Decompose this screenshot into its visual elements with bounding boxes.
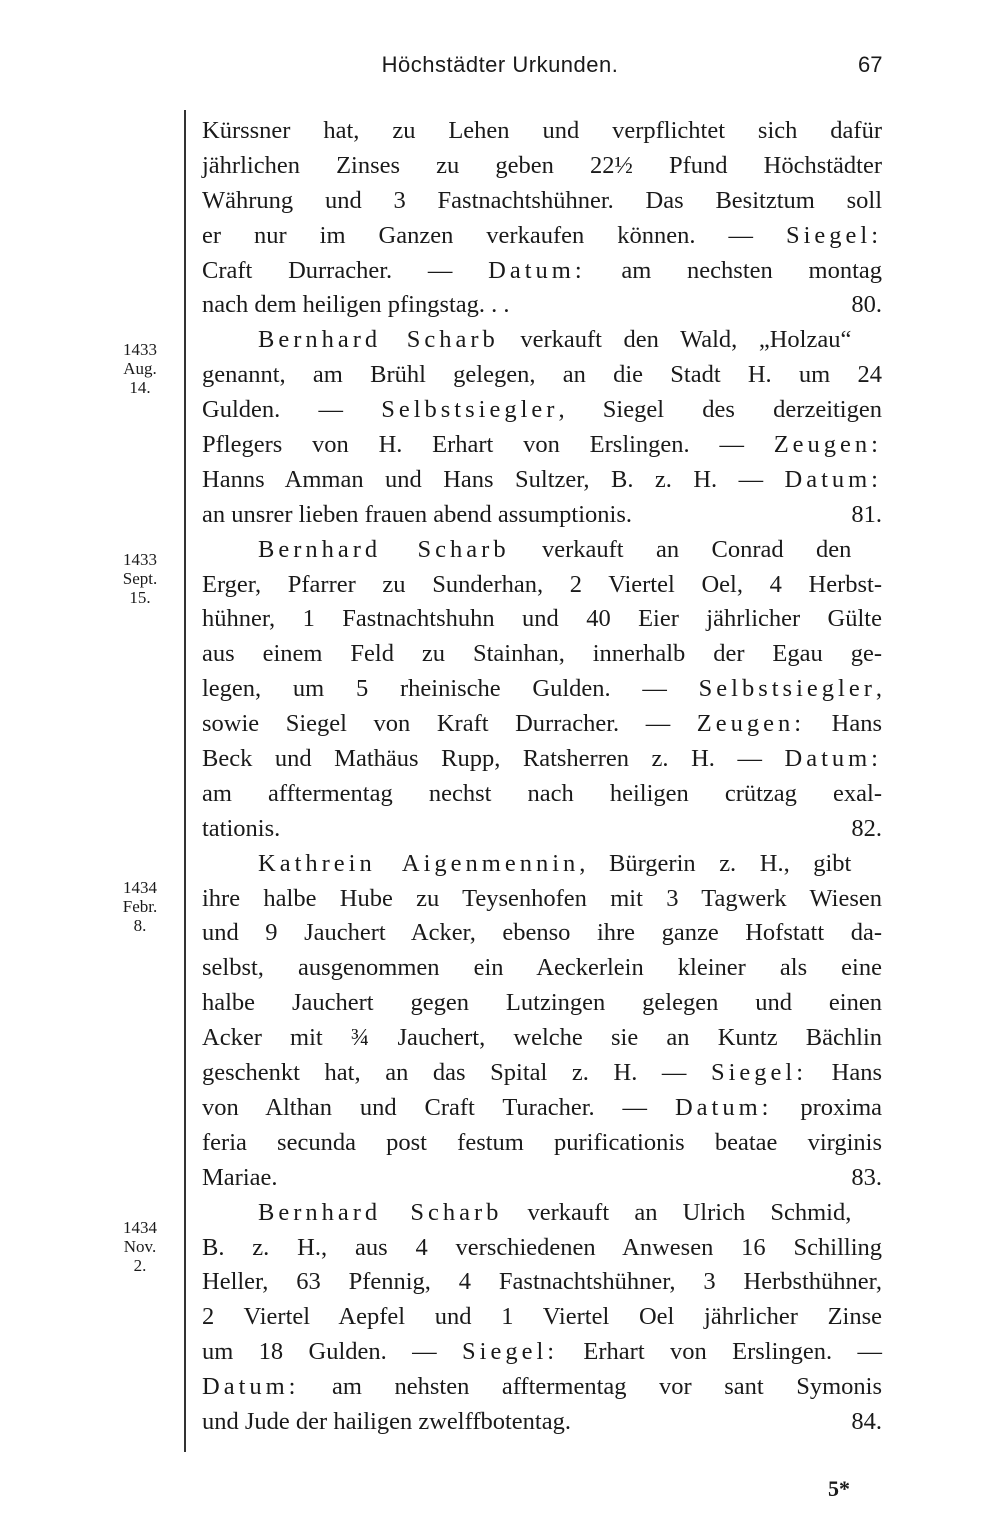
text-line: Kürssner hat, zu Lehen und verpflichtet sich dafür bbox=[202, 117, 882, 144]
text-line: aus einem Feld zu Stainhan, innerhalb der Egau ge- bbox=[202, 640, 882, 668]
text-line: von Althan und Craft Turacher. — Datum: proxima bbox=[202, 1093, 882, 1121]
text-line: er nur im Ganzen verkaufen können. — Siegel: bbox=[202, 221, 882, 249]
text-line: Erger, Pfarrer zu Sunderhan, 2 Viertel Oel, 4 Herbst- bbox=[202, 570, 882, 598]
margin-date-day: 15. bbox=[129, 588, 151, 607]
text-line: Kathrein Aigenmennin, Bürgerin z. H., gibt bbox=[258, 849, 852, 877]
text-line: Hanns Amman und Hans Sultzer, B. z. H. — Datum: bbox=[202, 465, 882, 493]
text-line: nach dem heiligen pfingstag. . . 80. bbox=[202, 288, 882, 323]
text-line: Gulden. — Selbstsiegler, Siegel des derzeitigen bbox=[202, 396, 882, 424]
text-line: und 9 Jauchert Acker, ebenso ihre ganze Hofstatt da- bbox=[202, 919, 882, 947]
entry-number: 83. bbox=[851, 1163, 882, 1191]
margin-date-year: 1433 bbox=[123, 340, 157, 359]
margin-date-day: 8. bbox=[133, 916, 147, 935]
text-line: Pflegers von H. Erhart von Erslingen. — Zeugen: bbox=[202, 431, 882, 459]
text-line: hühner, 1 Fastnachtshuhn und 40 Eier jährlicher Gülte bbox=[202, 605, 882, 633]
margin-date-year: 1434 bbox=[123, 878, 157, 897]
margin-date-month: Sept. bbox=[122, 569, 158, 588]
margin-date bbox=[108, 878, 172, 935]
margin-date bbox=[108, 550, 172, 607]
text-line: tationis. 82. bbox=[202, 812, 882, 847]
text-line: legen, um 5 rheinische Gulden. — Selbstsiegler, bbox=[202, 675, 882, 703]
text-line: genannt, am Brühl gelegen, an die Stadt H. um 24 bbox=[202, 361, 882, 389]
text-line: jährlichen Zinses zu geben 22½ Pfund Höchstädter bbox=[202, 151, 882, 179]
text-line: feria secunda post festum purificationis beatae virginis bbox=[202, 1128, 882, 1156]
margin-date-month: Febr. bbox=[122, 897, 158, 916]
text-line: ihre halbe Hube zu Teysenhofen mit 3 Tagwerk Wiesen bbox=[202, 884, 882, 912]
text-line: um 18 Gulden. — Siegel: Erhart von Erslingen. — bbox=[202, 1338, 882, 1366]
text-line: Bernhard Scharb verkauft an Ulrich Schmid, bbox=[258, 1198, 852, 1226]
text-line: Craft Durracher. — Datum: am nechsten montag bbox=[202, 256, 883, 284]
text-line: Heller, 63 Pfennig, 4 Fastnachtshühner, 3 Herbsthühner, bbox=[202, 1268, 882, 1296]
margin-date-year: 1433 bbox=[123, 550, 157, 569]
entry-number: 82. bbox=[851, 814, 882, 842]
text-line: und Jude der hailigen zwelffbotentag. 84. bbox=[202, 1405, 882, 1440]
body-text bbox=[202, 114, 882, 1440]
margin-date-year: 1434 bbox=[123, 1218, 157, 1237]
entry-number: 81. bbox=[851, 500, 882, 528]
margin-date-month: Nov. bbox=[123, 1237, 157, 1256]
margin-date bbox=[108, 340, 172, 397]
text-line: geschenkt hat, an das Spital z. H. — Siegel: Hans bbox=[202, 1059, 882, 1087]
text-line: am afftermentag nechst nach heiligen crützag exal- bbox=[202, 779, 882, 807]
text-line: 2 Viertel Aepfel und 1 Viertel Oel jährlicher Zinse bbox=[202, 1303, 882, 1331]
text-line: sowie Siegel von Kraft Durracher. — Zeugen: Hans bbox=[202, 710, 882, 738]
signature-mark: 5* bbox=[828, 1476, 850, 1501]
text-line: Bernhard Scharb verkauft an Conrad den bbox=[258, 535, 852, 563]
text-line: Bernhard Scharb verkauft den Wald, „Holzau“ bbox=[258, 326, 852, 354]
margin-rule bbox=[184, 110, 186, 1452]
text-line: an unsrer lieben frauen abend assumptionis. 81. bbox=[202, 498, 882, 533]
margin-date-day: 14. bbox=[129, 378, 151, 397]
text-line: Datum: am nehsten afftermentag vor sant Symonis bbox=[202, 1373, 882, 1401]
entry-number: 80. bbox=[851, 291, 882, 319]
margin-date-month: Aug. bbox=[123, 359, 157, 378]
margin-date-day: 2. bbox=[133, 1256, 147, 1275]
page-number: 67 bbox=[858, 52, 883, 77]
text-line: B. z. H., aus 4 verschiedenen Anwesen 16 Schilling bbox=[202, 1233, 882, 1261]
text-line: halbe Jauchert gegen Lutzingen gelegen und einen bbox=[202, 989, 882, 1017]
text-line: Währung und 3 Fastnachtshühner. Das Besitztum soll bbox=[202, 186, 882, 214]
margin-date bbox=[108, 1218, 172, 1275]
text-line: selbst, ausgenommen ein Aeckerlein kleiner als eine bbox=[202, 954, 882, 982]
text-line: Mariae. 83. bbox=[202, 1161, 882, 1196]
running-title: Höchstädter Urkunden. bbox=[381, 52, 619, 77]
entry-number: 84. bbox=[851, 1407, 882, 1435]
text-line: Acker mit ¾ Jauchert, welche sie an Kuntz Bächlin bbox=[202, 1024, 882, 1052]
text-line: Beck und Mathäus Rupp, Ratsherren z. H. — Datum: bbox=[202, 745, 882, 773]
